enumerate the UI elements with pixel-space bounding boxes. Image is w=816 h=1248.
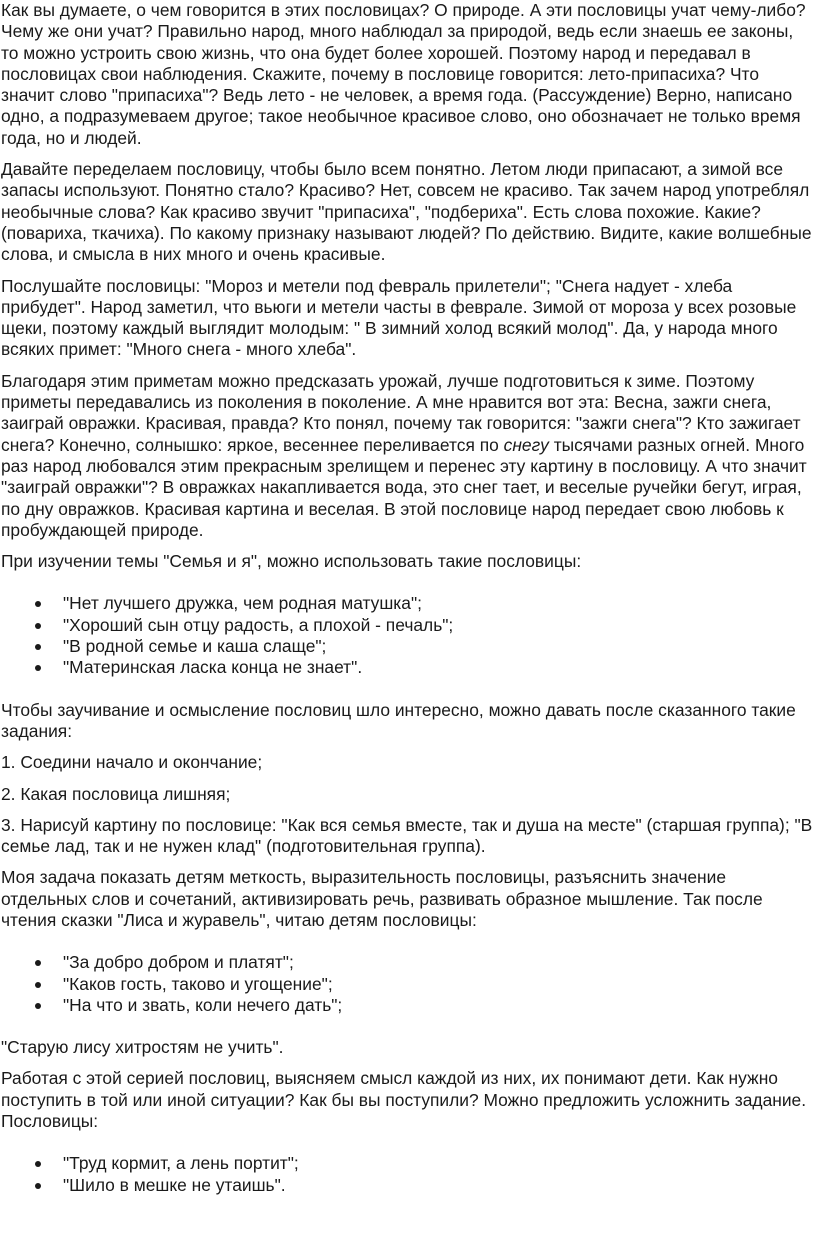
list-item: "Каков гость, таково и угощение"; xyxy=(1,974,814,995)
paragraph-spring-proverb xyxy=(1,371,814,541)
paragraph-spring-text-1: Благодаря этим приметам можно предсказать урожай, лучше подготовиться к зиме. Поэтому приметы передавались из поколения в поколение. А мне нравится вот эта: Весна, зажги снега, заиграй овражки. Красивая, правда? Кто понял, почему так говорится: "зажги снега"? Кто зажигает снега? Конечно, солнышко: яркое, весеннее переливается по xyxy=(1,370,801,455)
paragraph-my-task: Моя задача показать детям меткость, выразительность пословицы, разъяснить значение отдельных слов и сочетаний, активизировать речь, развивать образное мышление. Так после чтения сказки "Лиса и журавель", читаю детям пословицы: xyxy=(1,867,763,930)
task-item-1: 1. Соедини начало и окончание; xyxy=(1,752,263,773)
italic-word-snow: снегу xyxy=(503,434,549,455)
paragraph-proverbs-nature: Как вы думаете, о чем говорится в этих пословицах? О природе. А эти пословицы учат чему-либо? Чему же они учат? Правильно народ, много наблюдал за природой, ведь если знаешь ее законы, то можно устроить свою жизнь, что она будет более хорошей. Поэтому народ и передавал в пословицах свои наблюдения. Скажите, почему в пословице говорится: лето-припасиха? Что значит слово "припасиха"? Ведь лето - не человек, а время года. (Рассуждение) Верно, написано одно, а подразумеваем другое; такое необычное красивое слово, оно обозначает не только время года, но и людей. xyxy=(1,0,806,148)
list-item: "Труд кормит, а лень портит"; xyxy=(1,1153,814,1174)
paragraph-tasks-intro: Чтобы заучивание и осмысление пословиц шло интересно, можно давать после сказанного такие задания: xyxy=(1,699,796,741)
list-fox-proverbs xyxy=(1,952,814,1016)
list-item: "Нет лучшего дружка, чем родная матушка"; xyxy=(1,593,814,614)
list-item: "Шило в мешке не утаишь". xyxy=(1,1175,814,1196)
paragraph-rephrase-proverb: Давайте переделаем пословицу, чтобы было всем понятно. Летом люди припасают, а зимой все запасы используют. Понятно стало? Красиво? Нет, совсем не красиво. Так зачем народ употреблял необычные слова? Как красиво звучит "припасиха", "подбериха". Есть слова похожие. Какие? (повариха, ткачиха). По какому признаку называют людей? По действию. Видите, какие волшебные слова, и смысла в них много и очень красивые. xyxy=(1,159,812,265)
paragraph-family-topic: При изучении темы "Семья и я", можно использовать такие пословицы: xyxy=(1,551,582,572)
list-item: "Материнская ласка конца не знает". xyxy=(1,657,814,678)
list-item: "За добро добром и платят"; xyxy=(1,952,814,973)
list-family-proverbs xyxy=(1,593,814,678)
paragraph-series-work: Работая с этой серией пословиц, выясняем смысл каждой из них, их понимают дети. Как нужно поступить в той или иной ситуации? Как бы вы поступили? Можно предложить усложнить задание. Пословицы: xyxy=(1,1068,807,1132)
paragraph-february-proverbs: Послушайте пословицы: "Мороз и метели под февраль прилетели"; "Снега надует - хлеба прибудет". Народ заметил, что вьюги и метели часты в феврале. Зимой от мороза у всех розовые щеки, поэтому каждый выглядит молодым: " В зимний холод всякий молод". Да, у народа много всяких примет: "Много снега - много хлеба". xyxy=(1,275,797,360)
paragraph-old-fox: "Старую лису хитростям не учить". xyxy=(1,1037,284,1058)
list-item: "Хороший сын отцу радость, а плохой - печаль"; xyxy=(1,615,814,636)
paragraph-spring-text-2: тысячами разных огней. Много раз народ любовался этим прекрасным зрелищем и перенес эту картину в пословицу. А что значит "заиграй овражки"? В овражках накапливается вода, это снег тает, и веселые ручейки бегут, играя, по дну овражков. Красивая картина и веселая. В этой пословице народ передает свою любовь к пробуждающей природе. xyxy=(1,434,807,540)
list-work-proverbs xyxy=(1,1153,814,1196)
list-item: "На что и звать, коли нечего дать"; xyxy=(1,995,814,1016)
list-item: "В родной семье и каша слаще"; xyxy=(1,636,814,657)
task-item-3: 3. Нарисуй картину по пословице: "Как вся семья вместе, так и душа на месте" (старшая группа); "В семье лад, так и не нужен клад" (подготовительная группа). xyxy=(1,814,813,857)
task-item-2: 2. Какая пословица лишняя; xyxy=(1,783,231,804)
